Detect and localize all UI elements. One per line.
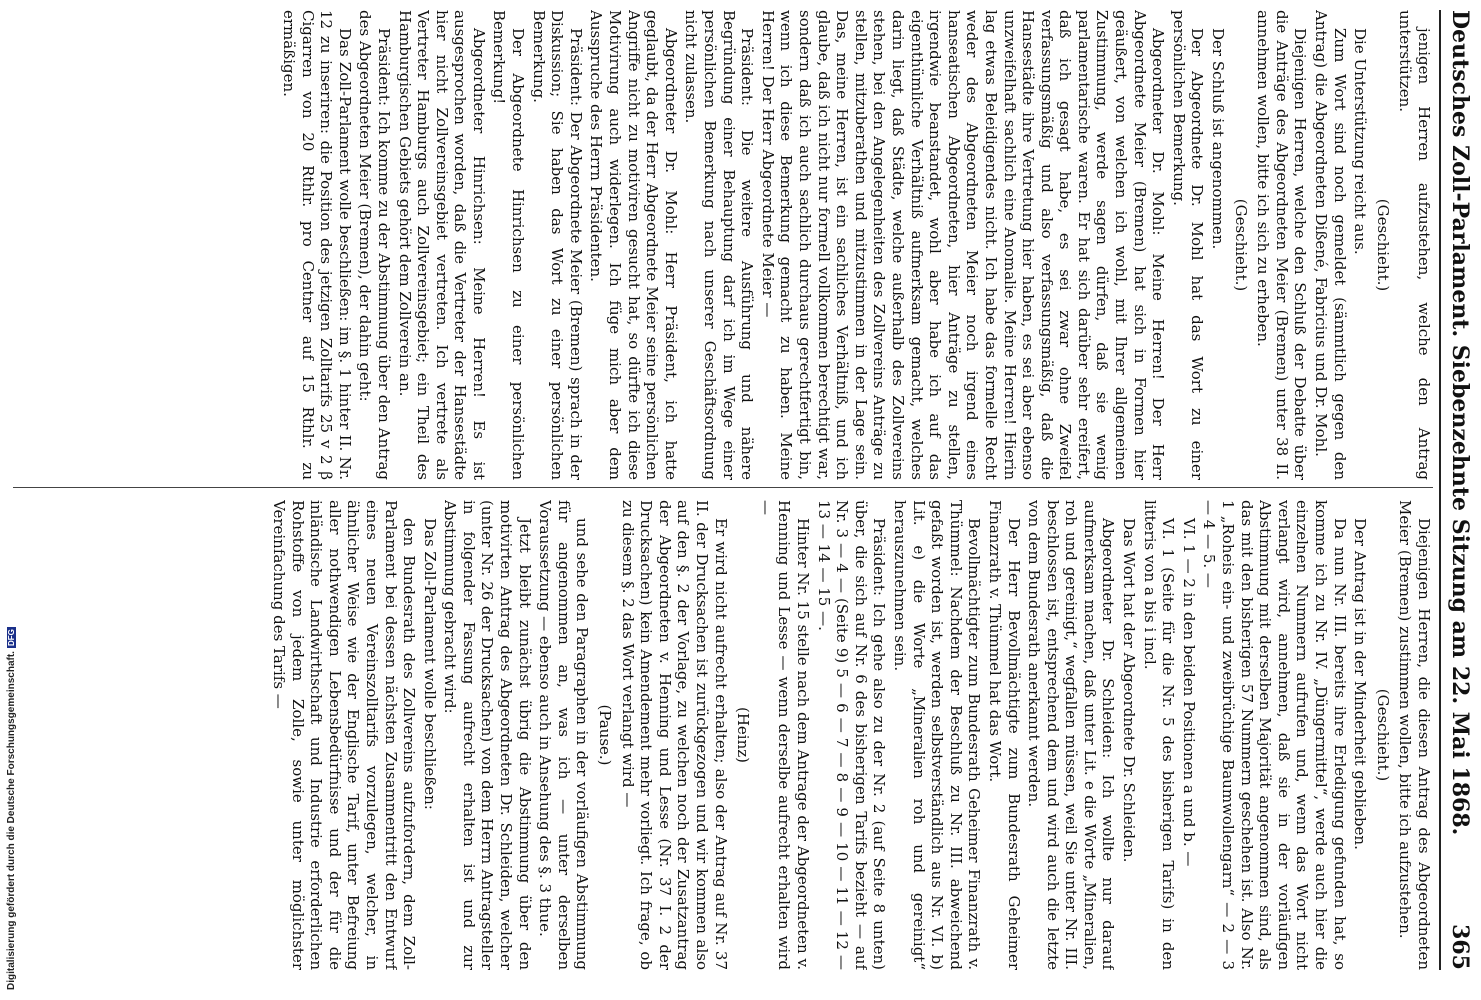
paragraph: Er wird nicht aufrecht erhalten; also der Antrag auf Nr. 37 II. der Drucksachen ist zurückgezogen und wir kommen also auf den §. 2 der Vorlage, zu welchen noch der Zusatzantrag der Abgeordneten v. Henning und Lesse (Nr. 37 I. 2 der Drucksachen) kein Amendement mehr vorliegt. Ich frage, ob zu diesem §. 2 das Wort verlangt wird —: [618, 500, 730, 970]
stage-direction: (Pause.): [596, 704, 615, 766]
paragraph: Jetzt bleibt zunächst übrig die Abstimmung über den motivirten Antrag des Abgeordneten Dr. Schleiden, welcher (unter Nr. 26 der Drucksachen) von dem Herrn Antragsteller in folgender Fassung aufrecht erhalten ist und zur Abstimmung gebracht wird:: [441, 500, 534, 970]
paragraph: Bevollmächtigter zum Bundesrath Geheimer Finanzrath v. Thümmel: Nachdem der Beschluß zu Nr. III. abweichend gefaßt worden ist, werden selbstverständlich aus Nr. VI. b) Lit. e) die Worte „Mineralien roh und gereinigt“ herauszunehmen sein.: [890, 500, 984, 970]
paragraph: den Bundesrath des Zollvereins aufzufordern, dem Zoll-Parlament bei dessen nächsten Zusammentritt den Entwurf eines neuen Vereinszolltarifs vorzulegen, welcher, in ähnlicher Weise wie der Englische Tarif, unter Befreiung aller nothwendigen Lebensbedürfnisse und der für die inländische Landwirthschaft und Industrie erforderlichen Rohstoffe von jedem Zolle, sowie unter möglichster Vereinfachung des Tarifs —: [269, 500, 419, 970]
paragraph: Diejenigen Herren, die diesen Antrag des Abgeordneten Meier (Bremen) zustimmen wollen, bitte ich aufzustehen.: [1396, 500, 1433, 970]
right-column: [13, 500, 1433, 970]
paragraph: Da nun Nr. III. bereits ihre Erledigung gefunden hat, so komme ich zu Nr. IV. „Düngermittel“, werde auch hier die einzelnen Nummern aufrufen und, wenn das Wort nicht verlangt wird, annehmen, daß sie in der vorläufigen Abstimmung mit derselben Majorität angenommen sind, als das mit den bisherigen 57 Nummern geschehen ist. Also Nr. 1 „Roheis ein- und zweibrüchige Baumwollengarn“ — 2 — 3 — 4 — 5. —: [1200, 500, 1349, 970]
paragraph: Abgeordneter Dr. Mohl: Meine Herren! Der Herr Abgeordnete Meier (Bremen) hat sich in Formen hier geäußert, von welchen ich wohl, mit Ihrer allgemeinen Zustimmung, werde sagen dürfen, daß sie wenig parlamentarische waren. Er hat sich darüber sehr ereifert, daß ich gesagt habe, es sei zwar ohne Zweifel verfassungsmäßig und also verfassungsmäßig, daß die Hansestädte ihre Vertretung hier haben, es sei aber ebenso unzweifelhaft sachlich eine Anomalie. Meine Herren! Hierin lag etwas Beleidigendes nicht. Ich habe das formelle Recht weder des Abgeordneten Meier noch irgend eines hanseatischen Abgeordneten, hier Anträge zu stellen, irgendwie beanstandet, wohl aber habe ich auf das eigenthümliche Verhältniß aufmerksam gemacht, welches darin liegt, daß Städte, welche außerhalb des Zollvereins stehen, bei den Angelegenheiten des Zollvereins Anträge zu stellen, mitzuberathen und mitzustimmen in der Lage sein. Das, meine Herren, ist ein sachliches Verhältniß, und ich glaube, daß ich nicht nur formell vollkommen berechtigt war, sondern daß ich auch sachlich durchaus gerechtfertigt bin, wenn ich diese Bemerkung gemacht zu haben. Meine Herren! Der Herr Abgeordnete Meier —: [758, 10, 1168, 480]
left-column: [13, 10, 1433, 480]
credit-text: Digitalisierung gefördert durch die Deutsche Forschungsgemeinschaft.: [6, 651, 17, 990]
paragraph: VI. 1 — 2 in den beiden Positionen a und b. —: [1179, 518, 1198, 867]
paragraph: und sehe den Paragraphen in der vorläufigen Abstimmung für angenommen an, was ich — unter derselben Voraussetzung — ebenso auch in Ansehung des §. 3 thue.: [536, 500, 592, 970]
paragraph: Das Zoll-Parlament wolle beschließen:: [420, 518, 439, 810]
paragraph: Abgeordneter Hinrichsen: Meine Herren! Es ist ausgesprochen worden, daß die Vertreter der Hansestädte hier nicht Zollvereinsgebiet vertreten. Ich vertrete als Vertreter Hamburgs auch Zollvereinsgebiet; ein Theil des Hamburgischen Gebiets gehört dem Zollverein an.: [395, 10, 488, 480]
paragraph: Präsident: Ich komme zu der Abstimmung über den Antrag des Abgeordneten Meier (Bremen), der dahin geht:: [356, 10, 393, 480]
paragraph: Der Herr Bevollmächtigte zum Bundesrath Geheimer Finanzrath v. Thümmel hat das Wort.: [985, 500, 1023, 970]
paragraph: Der Schluß ist angenommen.: [1209, 28, 1228, 250]
dfg-logo: DFG: [7, 629, 16, 647]
page-number: 365: [1447, 924, 1473, 970]
paragraph: Der Abgeordnete Hinrichsen zu einer persönlichen Bemerkung!: [490, 10, 528, 480]
paragraph: Diejenigen Herren, welche den Schluß der Debatte über die Anträge des Abgeordneten Meier (Bremen) unter 38 II. annehmen wollen, bitte ich sich zu erheben.: [1254, 10, 1310, 480]
paragraph: Zum Wort sind noch gemeldet (sämmtlich gegen den Antrag) die Abgeordneten Dißené, Fabricius und Dr. Mohl.: [1312, 10, 1349, 480]
paragraph: jenigen Herren aufzustehen, welche den Antrag unterstützen.: [1396, 10, 1433, 480]
paragraph: Hinter Nr. 15 stelle nach dem Antrage der Abgeordneten v. Henning und Lesse — wenn derselbe aufrecht erhalten wird —: [756, 500, 812, 970]
header-rule: [1439, 10, 1441, 970]
paragraph: Präsident: Der Abgeordnete Meier (Bremen) sprach in der Diskussion; Sie haben das Wort zu einer persönlichen Bemerkung.: [529, 10, 585, 480]
stage-direction: (Geschieht.): [1373, 688, 1392, 782]
header-title: Deutsches Zoll-Parlament. Siebenzehnte Sitzung am 22. Mai 1868.: [1447, 10, 1473, 836]
paragraph: Präsident: Die weitere Ausführung und nähere Begründung einer Behauptung darf ich im Wege einer persönlichen Bemerkung nach unserer Geschäftsordnung nicht zulassen.: [682, 10, 757, 480]
column-divider: [13, 487, 1433, 488]
paragraph: VI. 1 (Seite für die Nr. 5 des bisherigen Tarifs) in den litteris von a bis i incl.: [1140, 500, 1178, 970]
paragraph: Abgeordneter Dr. Schleiden: Ich wollte nur darauf aufmerksam machen, daß unter Lit. e die Worte „Mineralien, roh und gereinigt,“ wegfallen müssen, weil Sie unter Nr. III. beschlossen ist, entsprechend dem und wird auch die letzte von dem Bundesrath anerkannt werden.: [1025, 500, 1118, 970]
digitization-credit: [6, 400, 20, 990]
stage-direction: (Geschieht.): [1231, 198, 1250, 292]
paragraph: Das Wort hat der Abgeordnete Dr. Schleiden.: [1120, 518, 1139, 863]
paragraph: Der Antrag ist in der Minderheit geblieben.: [1351, 518, 1370, 850]
paragraph: Abgeordneter Dr. Mohl: Herr Präsident, ich hatte geglaubt, da der Herr Abgeordnete Meier seine persönlichen Angriffe nicht zu motiviren gesucht hat, so dürfte ich diese Motivirung auch widerlegen. Ich füge mich aber dem Ausspruche des Herrn Präsidenten.: [587, 10, 680, 480]
stage-direction: (Geschieht.): [1373, 198, 1392, 292]
page-header: [1439, 10, 1473, 970]
stage-direction: (Heinz): [734, 706, 753, 764]
paragraph: Präsident: Ich gehe also zu der Nr. 2 (auf Seite 8 unten) über, die sich auf Nr. 6 des bisherigen Tarifs bezieht — auf Nr. 3 — 4 — (Seite 9) 5 — 6 — 7 — 8 — 9 — 10 — 11 — 12 — 13 — 14 — 15 —.: [814, 500, 889, 970]
paragraph: Der Abgeordnete Dr. Mohl hat das Wort zu einer persönlichen Bemerkung.: [1169, 10, 1207, 480]
paragraph: Die Unterstützung reicht aus.: [1351, 28, 1370, 255]
paragraph: Das Zoll-Parlament wolle beschließen: im §. 1 hinter II. Nr. 12 zu inseriren: die Position des jetzigen Zolltarifs 25 v 2 β Cigarren von 20 Rthlr. pro Centner auf 15 Rthlr. zu ermäßigen.: [279, 10, 354, 480]
